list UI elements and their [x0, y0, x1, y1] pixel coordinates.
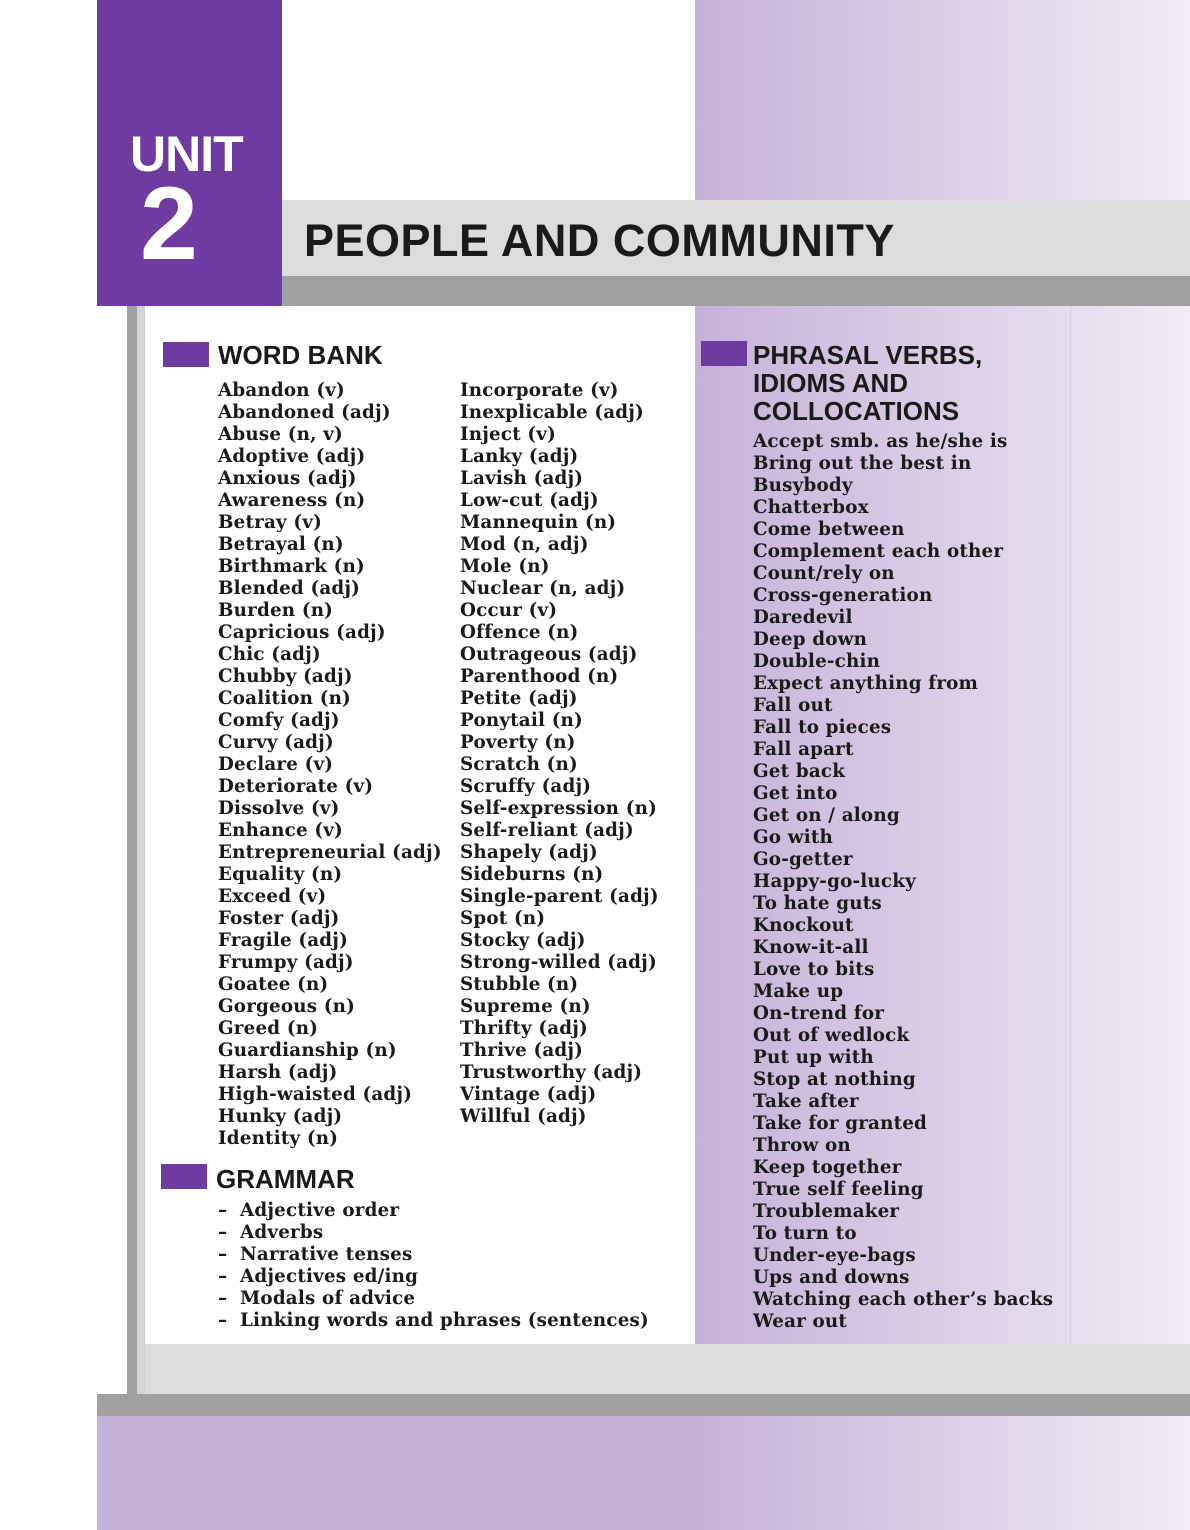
- dash-bullet: –: [218, 1310, 228, 1331]
- list-item: Supreme (n): [460, 996, 591, 1017]
- phrasal-list: [753, 431, 1053, 1333]
- list-item: Frumpy (adj): [218, 952, 354, 973]
- list-item: Stubble (n): [460, 974, 579, 995]
- list-item: To hate guts: [753, 893, 882, 914]
- list-item: Love to bits: [753, 959, 875, 980]
- list-item: Daredevil: [753, 607, 853, 628]
- bottom-light-band: [145, 1344, 1190, 1394]
- list-item: Deep down: [753, 629, 868, 650]
- list-item: Low-cut (adj): [460, 490, 599, 511]
- list-item: Get back: [753, 761, 846, 782]
- list-item: Count/rely on: [753, 563, 895, 584]
- list-item: Happy-go-lucky: [753, 871, 916, 892]
- dash-bullet: –: [218, 1222, 228, 1243]
- list-item-text: Narrative tenses: [240, 1244, 413, 1265]
- list-item: Burden (n): [218, 600, 334, 621]
- list-item: Parenthood (n): [460, 666, 619, 687]
- list-item: Comfy (adj): [218, 710, 340, 731]
- list-item: Go-getter: [753, 849, 853, 870]
- list-item-text: Adjective order: [240, 1200, 400, 1221]
- list-item: Troublemaker: [753, 1201, 900, 1222]
- list-item-text: Adverbs: [240, 1222, 324, 1243]
- list-item: Fragile (adj): [218, 930, 348, 951]
- list-item: Scratch (n): [460, 754, 578, 775]
- list-item: Out of wedlock: [753, 1025, 910, 1046]
- list-item: Inject (v): [460, 424, 556, 445]
- list-item: Fall out: [753, 695, 833, 716]
- list-item: Foster (adj): [218, 908, 340, 929]
- list-item: Harsh (adj): [218, 1062, 338, 1083]
- list-item: Goatee (n): [218, 974, 329, 995]
- list-item: Go with: [753, 827, 833, 848]
- list-item: Dissolve (v): [218, 798, 340, 819]
- list-item: Capricious (adj): [218, 622, 386, 643]
- list-item: Exceed (v): [218, 886, 327, 907]
- list-item: Trustworthy (adj): [460, 1062, 643, 1083]
- list-item: Spot (n): [460, 908, 546, 929]
- title-underbar: [282, 276, 1190, 306]
- list-item: Birthmark (n): [218, 556, 365, 577]
- list-item: Mod (n, adj): [460, 534, 589, 555]
- list-item: Occur (v): [460, 600, 558, 621]
- list-item: Anxious (adj): [218, 468, 357, 489]
- list-item: Lanky (adj): [460, 446, 579, 467]
- list-item: Keep together: [753, 1157, 902, 1178]
- list-item: Busybody: [753, 475, 853, 496]
- top-right-panel: [695, 0, 1190, 200]
- list-item-text: Modals of advice: [240, 1288, 416, 1309]
- list-item: Strong-willed (adj): [460, 952, 657, 973]
- list-item: Take after: [753, 1091, 859, 1112]
- word-bank-marker: [163, 342, 209, 367]
- list-item: Abandon (v): [218, 380, 345, 401]
- phrasal-heading-line-2: IDIOMS AND: [753, 368, 909, 398]
- list-item-text: Adjectives ed/ing: [240, 1266, 419, 1287]
- list-item: Gorgeous (n): [218, 996, 355, 1017]
- list-item-text: Linking words and phrases (sentences): [240, 1310, 649, 1331]
- list-item: Thrifty (adj): [460, 1018, 588, 1039]
- dash-bullet: –: [218, 1244, 228, 1265]
- list-item: Mole (n): [460, 556, 550, 577]
- left-border-dark: [127, 306, 137, 1396]
- list-item: Self-reliant (adj): [460, 820, 634, 841]
- side-right-divider: [1070, 306, 1071, 1344]
- phrasal-heading-line-3: COLLOCATIONS: [753, 396, 960, 426]
- list-item: Sideburns (n): [460, 864, 604, 885]
- list-item: Offence (n): [460, 622, 579, 643]
- list-item: Incorporate (v): [460, 380, 619, 401]
- word-bank-column-1: [218, 380, 442, 1150]
- dash-bullet: –: [218, 1288, 228, 1309]
- list-item: Thrive (adj): [460, 1040, 584, 1061]
- list-item: Adoptive (adj): [218, 446, 366, 467]
- list-item: Enhance (v): [218, 820, 343, 841]
- list-item: Stocky (adj): [460, 930, 586, 951]
- word-bank-heading: WORD BANK: [218, 340, 383, 370]
- list-item: Come between: [753, 519, 905, 540]
- list-item: Coalition (n): [218, 688, 351, 709]
- list-item: Abandoned (adj): [218, 402, 391, 423]
- list-item: Knockout: [753, 915, 854, 936]
- list-item: Chatterbox: [753, 497, 869, 518]
- list-item: Under-eye-bags: [753, 1245, 916, 1266]
- list-item: Double-chin: [753, 651, 881, 672]
- list-item: Declare (v): [218, 754, 334, 775]
- list-item: [218, 1266, 649, 1288]
- list-item: Chubby (adj): [218, 666, 353, 687]
- list-item: Single-parent (adj): [460, 886, 659, 907]
- list-item: Identity (n): [218, 1128, 339, 1149]
- list-item: True self feeling: [753, 1179, 924, 1200]
- grammar-list: [218, 1200, 649, 1332]
- list-item: Willful (adj): [460, 1106, 587, 1127]
- left-border-light: [137, 306, 145, 1396]
- list-item: Vintage (adj): [460, 1084, 597, 1105]
- list-item: Get on / along: [753, 805, 900, 826]
- list-item: Throw on: [753, 1135, 851, 1156]
- list-item: Mannequin (n): [460, 512, 617, 533]
- bottom-right-panel: [695, 1416, 1190, 1530]
- list-item: Betray (v): [218, 512, 322, 533]
- list-item: Equality (n): [218, 864, 343, 885]
- list-item: Greed (n): [218, 1018, 319, 1039]
- list-item: Bring out the best in: [753, 453, 972, 474]
- list-item: Cross-generation: [753, 585, 933, 606]
- list-item: Ponytail (n): [460, 710, 583, 731]
- list-item: Guardianship (n): [218, 1040, 397, 1061]
- list-item: Shapely (adj): [460, 842, 598, 863]
- list-item: Inexplicable (adj): [460, 402, 644, 423]
- list-item: [218, 1222, 649, 1244]
- list-item: Nuclear (n, adj): [460, 578, 626, 599]
- list-item: Self-expression (n): [460, 798, 657, 819]
- list-item: High-waisted (adj): [218, 1084, 413, 1105]
- list-item: Betrayal (n): [218, 534, 344, 555]
- list-item: Accept smb. as he/she is: [753, 431, 1008, 452]
- list-item: Abuse (n, v): [218, 424, 343, 445]
- list-item: On-trend for: [753, 1003, 885, 1024]
- list-item: Deteriorate (v): [218, 776, 374, 797]
- phrasal-marker: [701, 341, 747, 366]
- list-item: Fall apart: [753, 739, 854, 760]
- page-title: PEOPLE AND COMMUNITY: [304, 215, 895, 266]
- phrasal-heading-line-1: PHRASAL VERBS,: [753, 340, 983, 370]
- list-item: Complement each other: [753, 541, 1004, 562]
- list-item: Wear out: [753, 1311, 848, 1332]
- dash-bullet: –: [218, 1266, 228, 1287]
- list-item: Entrepreneurial (adj): [218, 842, 442, 863]
- list-item: Chic (adj): [218, 644, 321, 665]
- list-item: [218, 1200, 649, 1222]
- list-item: Awareness (n): [218, 490, 366, 511]
- grammar-marker: [161, 1164, 207, 1189]
- list-item: Curvy (adj): [218, 732, 334, 753]
- list-item: Expect anything from: [753, 673, 979, 694]
- list-item: Poverty (n): [460, 732, 576, 753]
- grammar-heading: GRAMMAR: [216, 1164, 355, 1194]
- list-item: To turn to: [753, 1223, 857, 1244]
- list-item: Lavish (adj): [460, 468, 584, 489]
- list-item: [218, 1288, 649, 1310]
- list-item: Fall to pieces: [753, 717, 892, 738]
- list-item: Make up: [753, 981, 844, 1002]
- list-item: [218, 1310, 649, 1332]
- list-item: Blended (adj): [218, 578, 361, 599]
- list-item: Hunky (adj): [218, 1106, 343, 1127]
- bottom-left-panel: [97, 1416, 695, 1530]
- list-item: Stop at nothing: [753, 1069, 916, 1090]
- dash-bullet: –: [218, 1200, 228, 1221]
- list-item: Outrageous (adj): [460, 644, 638, 665]
- list-item: Scruffy (adj): [460, 776, 592, 797]
- word-bank-column-2: [460, 380, 659, 1128]
- list-item: Ups and downs: [753, 1267, 910, 1288]
- list-item: Put up with: [753, 1047, 874, 1068]
- unit-number: 2: [140, 166, 198, 282]
- list-item: Petite (adj): [460, 688, 578, 709]
- unit-label: UNIT: [130, 126, 243, 182]
- list-item: Watching each other’s backs: [753, 1289, 1054, 1310]
- bottom-dark-band: [97, 1394, 1190, 1416]
- list-item: Take for granted: [753, 1113, 928, 1134]
- list-item: Get into: [753, 783, 838, 804]
- list-item: Know-it-all: [753, 937, 869, 958]
- list-item: [218, 1244, 649, 1266]
